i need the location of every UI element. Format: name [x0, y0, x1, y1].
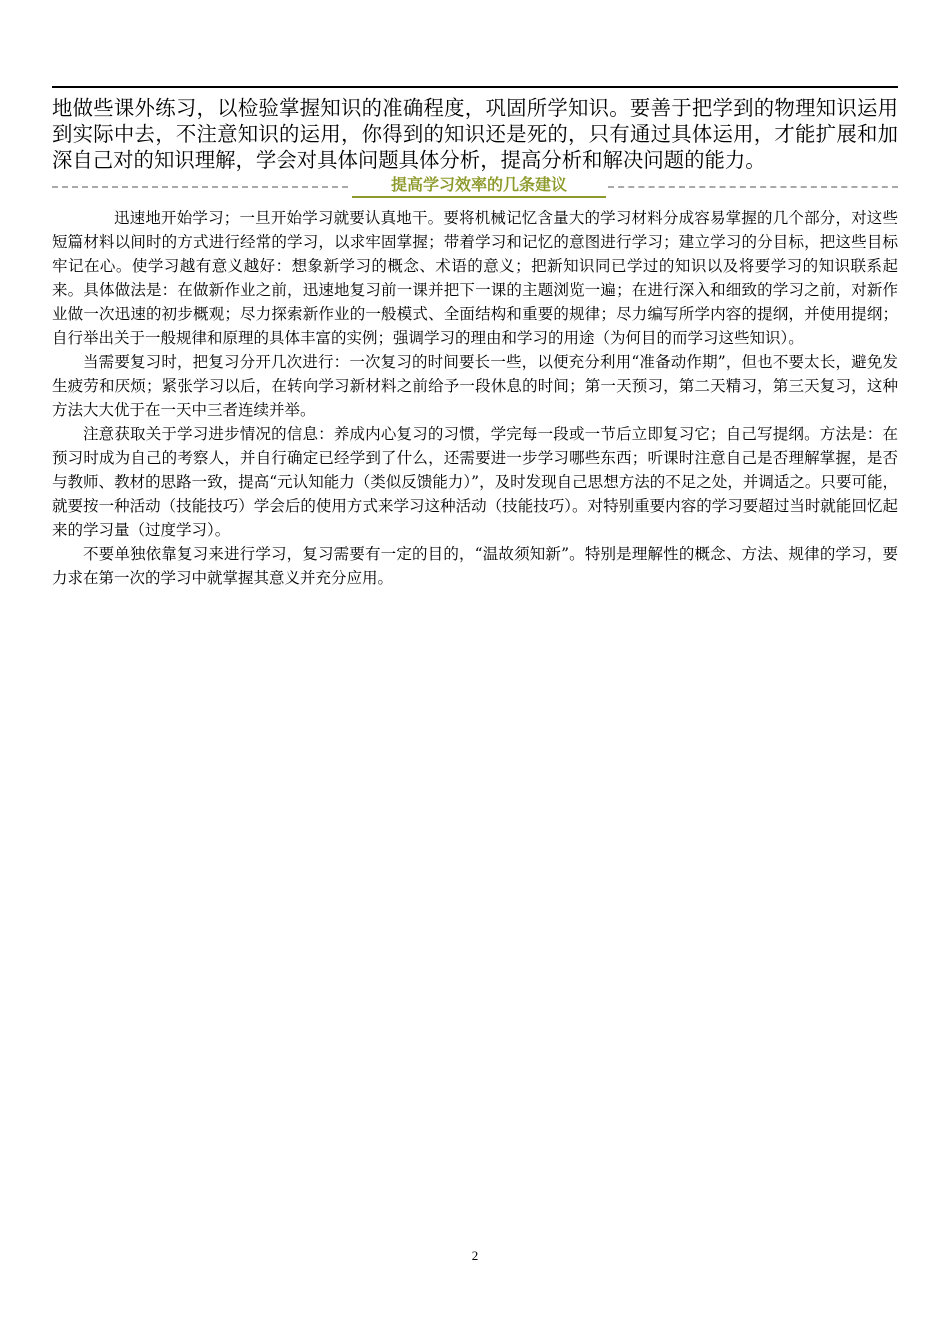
- paragraph-review: 当需要复习时，把复习分开几次进行：一次复习的时间要长一些，以便充分利用“准备动作期”，但也不要太长，避免发生疲劳和厌烦；紧张学习以后，在转向学习新材料之前给予一段休息的时间；第一天预习，第二天精习，第三天复习，这种方法大大优于在一天中三者连续并举。: [52, 353, 898, 419]
- page-number: 2: [471, 1248, 479, 1263]
- paragraph-review-purpose: 不要单独依靠复习来进行学习，复习需要有一定的目的，“温故须知新”。特别是理解性的概念、方法、规律的学习，要力求在第一次的学习中就掌握其意义并充分应用。: [52, 545, 898, 587]
- top-horizontal-rule: [52, 86, 898, 88]
- paragraph-progress-info: 注意获取关于学习进步情况的信息：养成内心复习的习惯，学完每一段或一节后立即复习它；自己写提纲。方法是：在预习时成为自己的考察人，并自行确定已经学到了什么，还需要进一步学习哪些东西；听课时注意自己是否理解掌握，是否与教师、教材的思路一致，提高“元认知能力（类似反馈能力）”，及时发现自己思想方法的不足之处，并调适之。只要可能，就要按一种活动（技能技巧）学会后的使用方式来学习这种活动（技能技巧）。对特别重要内容的学习要超过当时就能回忆起来的学习量（过度学习）。: [52, 425, 898, 539]
- section-divider-left: [52, 186, 348, 188]
- section-header: [52, 174, 898, 198]
- section-title: 提高学习效率的几条建议: [352, 174, 606, 198]
- paragraph-quick-start: 迅速地开始学习；一旦开始学习就要认真地干。要将机械记忆含量大的学习材料分成容易掌握的几个部分，对这些短篇材料以间时的方式进行经常的学习，以求牢固掌握；带着学习和记忆的意图进行学习；建立学习的分目标，把这些目标牢记在心。使学习越有意义越好：想象新学习的概念、术语的意义；把新知识同已学过的知识以及将要学习的知识联系起来。具体做法是：在做新作业之前，迅速地复习前一课并把下一课的主题浏览一遍；在进行深入和细致的学习之前，对新作业做一次迅速的初步概观；尽力探索新作业的一般模式、全面结构和重要的规律；尽力编写所学内容的提纲，并使用提纲；自行举出关于一般规律和原理的具体丰富的实例；强调学习的理由和学习的用途（为何目的而学习这些知识）。: [52, 209, 898, 347]
- section-body: [52, 206, 898, 590]
- section-divider-right: [608, 186, 898, 188]
- intro-paragraph: 地做些课外练习，以检验掌握知识的准确程度，巩固所学知识。要善于把学到的物理知识运用到实际中去，不注意知识的运用，你得到的知识还是死的，只有通过具体运用，才能扩展和加深自己对的知识理解，学会对具体问题具体分析，提高分析和解决问题的能力。: [52, 96, 898, 172]
